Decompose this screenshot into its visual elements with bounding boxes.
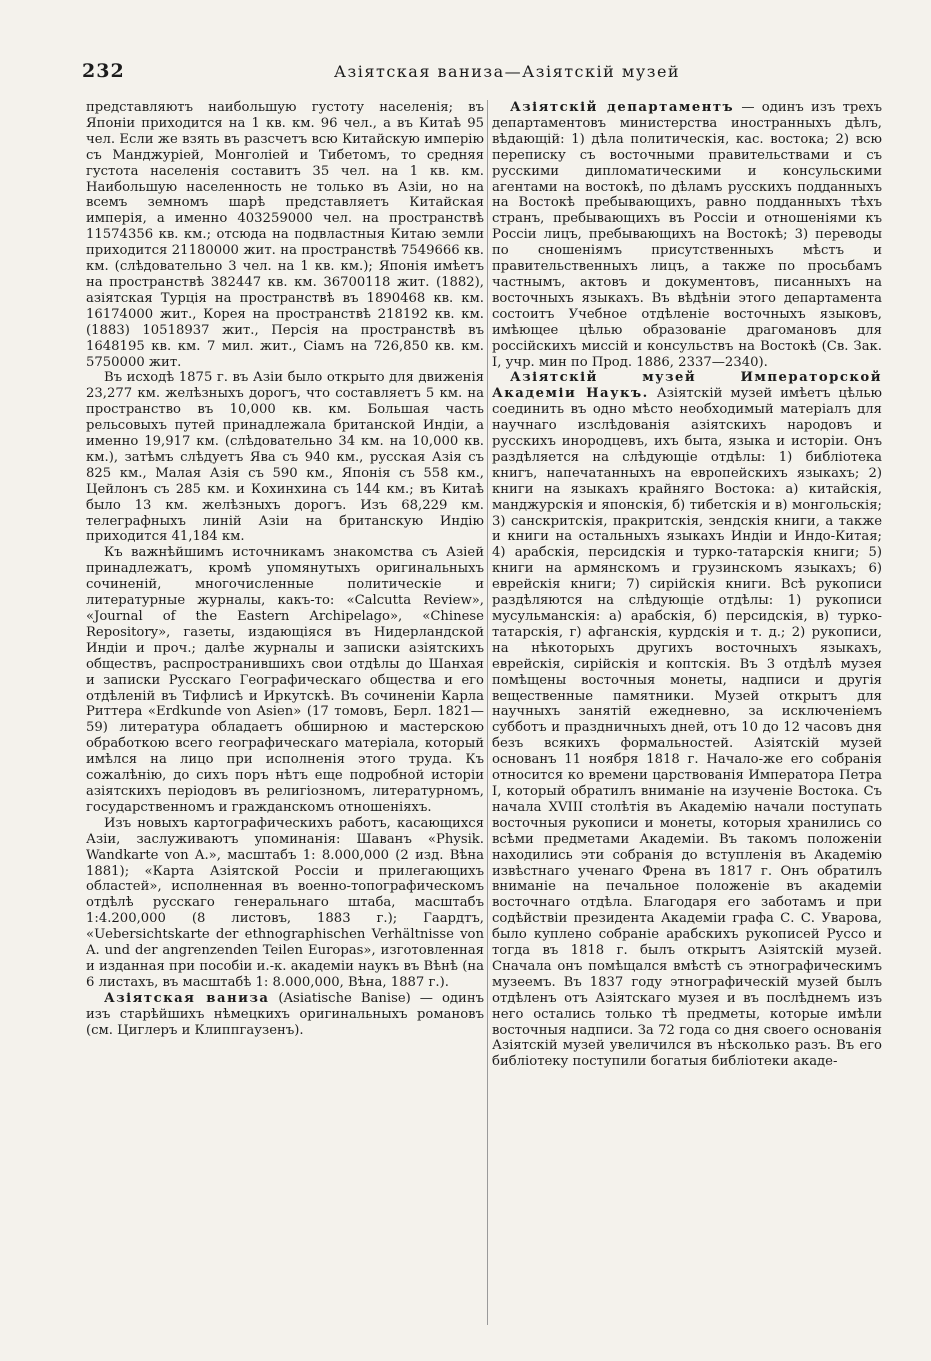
page-number: 232 xyxy=(82,60,125,82)
entry-title: Азіятская ваниза xyxy=(104,990,270,1006)
paragraph-maps: Изъ новыхъ картографическихъ работъ, касающихся Азіи, заслуживаютъ упоминанія: Шаванъ «Physik. Wandkarte von A.», масштабъ 1: 8.000,000 (2 изд. Вѣна 1881); «Карта Азіятской Россіи и прилегающихъ областей», исполненная въ военно-топографическомъ отдѣлѣ русскаго генеральнаго штаба, масштабъ 1:4.200,000 (8 листовъ, 1883 г.); Гаардтъ, «Uebersichtskarte der ethnographischen Verhältnisse von A. und der angrenzenden Teilen Europas», изготовленная и изданная при пособіи и.-к. академіи наукъ въ Вѣнѣ (на 6 листахъ, въ масштабѣ 1: 8.000,000, Вѣна, 1887 г.). xyxy=(86,815,484,990)
running-head: Азіятская ваниза—Азіятскій музей xyxy=(333,62,681,81)
entry-text: Азіятскій музей имѣетъ цѣлью соединить въ одно мѣсто необходимый матеріалъ для научнаго изслѣдованія азіятскихъ народовъ и русскихъ инородцевъ, ихъ быта, языка и исторіи. Онъ раздѣляется на слѣдующіе отдѣлы: 1) библіотека книгъ, напечатанныхъ на европейскихъ языкахъ; 2) книги на языкахъ крайняго Востока: а) китайскія, манджурскія и японскія, б) тибетскія и в) монгольскія; 3) санскритскія, пракритскія, зендскія книги, а также и книги на остальныхъ языкахъ Индіи и Индо-Китая; 4) арабскія, персидскія и турко-татарскія книги; 5) книги на армянскомъ и грузинскомъ языкахъ; 6) еврейскія книги; 7) сирійскія книги. Всѣ рукописи раздѣляются на слѣдующіе отдѣлы: 1) рукописи мусульманскія: а) арабскія, б) персидскія, в) турко-татарскія, г) афганскія, курдскія и т. д.; 2) рукописи, на нѣкоторыхъ другихъ восточныхъ языкахъ, еврейскія, сирійскія и коптскія. Въ 3 отдѣлѣ музея помѣщены восточныя монеты, надписи и другія вещественные памятники. Музей открытъ для научныхъ занятій ежедневно, за исключеніемъ субботъ и праздничныхъ дней, отъ 10 до 12 часовъ дня безъ всякихъ формальностей. Азіятскій музей основанъ 11 ноября 1818 г. Начало-же его собранія относится ко времени царствованія Императора Петра I, который обратилъ вниманіе на изученіе Востока. Съ начала XVIII столѣтія въ Академію начали поступать восточныя рукописи и монеты, которыя хранились со всѣми предметами Академіи. Въ такомъ положеніи находились эти собранія до вступленія въ Академію извѣстнаго ученаго Френа въ 1817 г. Онъ обратилъ вниманіе на печальное положеніе въ академіи восточнаго отдѣла. Благодаря его заботамъ и при содѣйствіи президента Академіи графа С. С. Уварова, было куплено собраніе арабскихъ рукописей Руссо и тогда въ 1818 г. былъ открытъ Азіятскій музей. Сначала онъ помѣщался вмѣстѣ съ этнографическимъ музеемъ. Въ 1837 году этнографическій музей былъ отдѣленъ отъ Азіятскаго музея и въ послѣднемъ изъ него остались только тѣ предметы, которые имѣли восточныя надписи. За 72 года со дня своего основанія Азіятскій музей увеличился въ нѣсколько разъ. Въ его библіотеку поступили богатыя библіотеки акаде- xyxy=(492,386,882,1070)
paragraph-sources: Къ важнѣйшимъ источникамъ знакомства съ Азіей принадлежатъ, кромѣ упомянутыхъ оригинальныхъ сочиненій, многочисленные политическіе и литературные журналы, какъ-то: «Calcutta Review», «Journal of the Eastern Archipelago», «Chinese Repository», газеты, издающіяся въ Нидерландской Индіи и проч.; далѣе журналы и записки азіятскихъ обществъ, распространившихъ свои отдѣлы до Шанхая и записки Русскаго Географическаго общества и его отдѣленій въ Тифлисѣ и Иркутскѣ. Въ сочиненіи Карла Риттера «Erdkunde von Asien» (17 томовъ, Берл. 1821—59) литература обладаетъ обширною и мастерскою обработкою всего географическаго матеріала, который имѣлся на лицо при исполненія этого труда. Къ сожалѣнію, до сихъ поръ нѣтъ еще подробной исторіи азіятскихъ періодовъ въ религіозномъ, литературномъ, государственномъ и гражданскомъ отношеніяхъ. xyxy=(86,545,484,815)
entry-title: Азіятскій музей Императорской Академіи Наукъ. xyxy=(492,370,882,402)
entry-asian-department xyxy=(492,100,882,370)
paragraph-railways: Въ исходѣ 1875 г. въ Азіи было открыто для движенія 23,277 км. желѣзныхъ дорогъ, что составляетъ 5 км. на пространство въ 10,000 кв. км. Большая часть рельсовыхъ путей принадлежала британской Индіи, а именно 19,917 км. (слѣдовательно 34 км. на 10,000 кв. км.), затѣмъ слѣдуетъ Ява съ 940 км., русская Азія съ 825 км., Малая Азія съ 590 км., Японія съ 558 км., Цейлонъ съ 285 км. и Кохинхина съ 144 км.; въ Китаѣ было 13 км. желѣзныхъ дорогъ. Изъ 68,229 км. телеграфныхъ линій Азіи на британскую Индію приходится 41,184 км. xyxy=(86,370,484,545)
entry-asiatische-banise xyxy=(86,991,484,1039)
column-divider xyxy=(487,100,488,1325)
entry-text: (Asiatische Banise) — одинъ изъ старѣйшихъ нѣмецкихъ оригинальныхъ романовъ (см. Циглеръ и Клиппгаузенъ). xyxy=(86,990,484,1038)
entry-title: Азіятскій департаментъ xyxy=(510,100,735,115)
page-header xyxy=(82,60,872,90)
paragraph-population: представляютъ наибольшую густоту населенія; въ Японіи приходится на 1 кв. км. 96 чел., а въ Китаѣ 95 чел. Если же взять въ разсчетъ всю Китайскую имперію съ Манджуріей, Монголіей и Тибетомъ, то средняя густота населенія составитъ 35 чел. на 1 кв. км. Наибольшую населенность не только въ Азіи, но на всемъ земномъ шарѣ представляетъ Китайская имперія, а именно 403259000 чел. на пространствѣ 11574356 кв. км.; отсюда на подвластныя Китаю земли приходится 21180000 жит. на пространствѣ 7549666 кв. км. (слѣдовательно 3 чел. на 1 кв. км.); Японія имѣетъ на пространствѣ 382447 кв. км. 36700118 жит. (1882), азіятская Турція на пространствѣ въ 1890468 кв. км. 16174000 жит., Корея на пространствѣ 218192 кв. км. (1883) 10518937 жит., Персія на пространствѣ въ 1648195 кв. км. 7 мил. жит., Сіамъ на 726,850 кв. км. 5750000 жит. xyxy=(86,100,484,370)
entry-asian-museum xyxy=(492,370,882,1070)
entry-text: — одинъ изъ трехъ департаментовъ министерства иностранныхъ дѣлъ, вѣдающій: 1) дѣла политическія, кас. востока; 2) всю переписку съ восточными правительствами и съ русскими дипломатическими и консульскими агентами на востокѣ, по дѣламъ русскихъ подданныхъ на Востокѣ пребывающихъ, равно подданныхъ тѣхъ странъ, пребывающихъ въ Россіи и отношеніями къ Россіи лицъ, пребывающихъ на Востокѣ; 3) переводы по сношеніямъ присутственныхъ мѣстъ и правительственныхъ лицъ, а также по просьбамъ частнымъ, актовъ и документовъ, писанныхъ на восточныхъ языкахъ. Въ вѣдѣніи этого департамента состоитъ Учебное отдѣленіе восточныхъ языковъ, имѣющее цѣлью образованіе драгомановъ для россійскихъ миссій и консульствъ на Востокѣ (Св. Зак. I, учр. мин по Прод. 1886, 2337—2340). xyxy=(492,100,882,370)
left-column xyxy=(86,100,484,1340)
right-column xyxy=(492,100,882,1340)
